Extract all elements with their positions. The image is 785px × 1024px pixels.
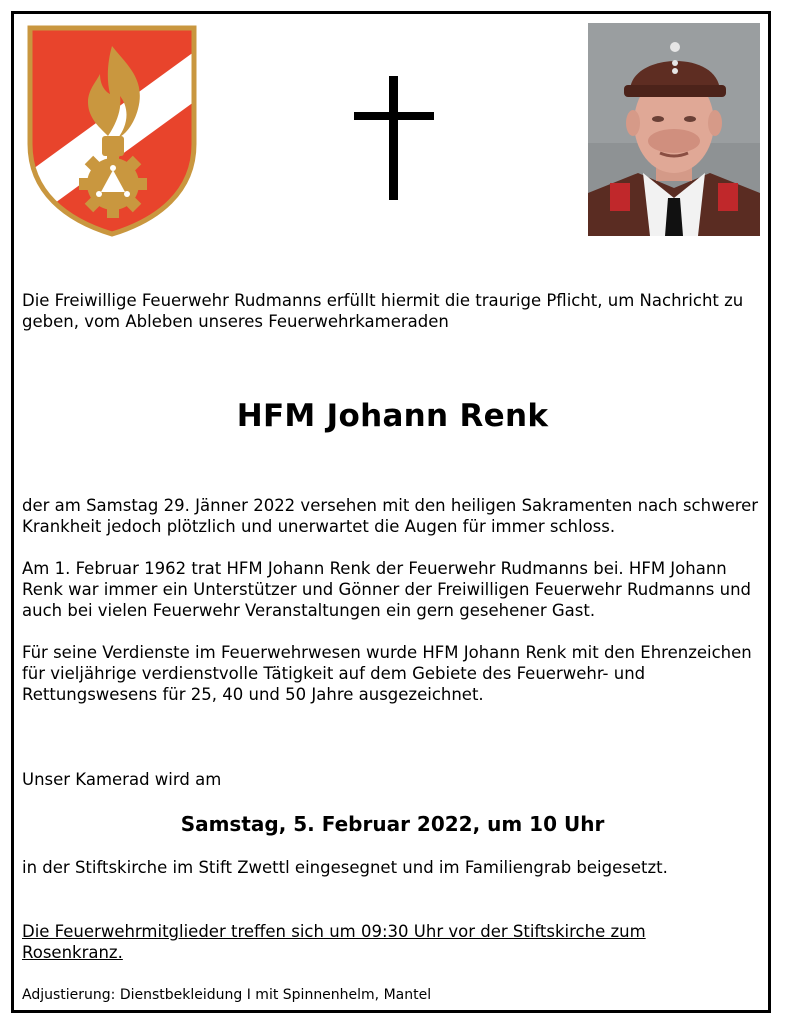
merit-paragraph: Für seine Verdienste im Feuerwehrwesen wurde HFM Johann Renk mit den Ehrenzeichen für vieljährige verdienstvolle Tätigkeit auf dem Gebiete des Feuerwehr- und Rettungswesens für 25, 40 und 50 Jahre ausgezeichnet. [22, 643, 752, 704]
bio-paragraph: Am 1. Februar 1962 trat HFM Johann Renk der Feuerwehr Rudmanns bei. HFM Johann Renk war immer ein Unterstützer und Gönner der Freiwilligen Feuerwehr Rudmanns und auch bei vielen Feuerwehr Veranstaltungen ein gern gesehener Gast. [22, 559, 752, 620]
funeral-intro: Unser Kamerad wird am [22, 770, 222, 789]
members-note: Die Feuerwehrmitglieder treffen sich um 09:30 Uhr vor der Stiftskirche zum Rosenkranz. [22, 922, 646, 962]
text-block [22, 495, 767, 705]
deceased-name: HFM Johann Renk [236, 398, 549, 434]
fire-brigade-emblem [26, 24, 198, 237]
funeral-place: in der Stiftskirche im Stift Zwettl eingesegnet und im Familiengrab beigesetzt. [22, 858, 668, 877]
funeral-date: Samstag, 5. Februar 2022, um 10 Uhr [180, 812, 605, 836]
dress-code: Adjustierung: Dienstbekleidung I mit Spinnenhelm, Mantel [22, 987, 432, 1003]
portrait-photo [588, 23, 760, 236]
cross-icon [354, 76, 434, 200]
death-paragraph: der am Samstag 29. Jänner 2022 versehen mit den heiligen Sakramenten nach schwerer Krankheit jedoch plötzlich und unerwartet die Augen für immer schloss. [22, 496, 759, 536]
intro-paragraph: Die Freiwillige Feuerwehr Rudmanns erfüllt hiermit die traurige Pflicht, um Nachricht zu geben, vom Ableben unseres Feuerwehrkameraden [22, 291, 744, 331]
